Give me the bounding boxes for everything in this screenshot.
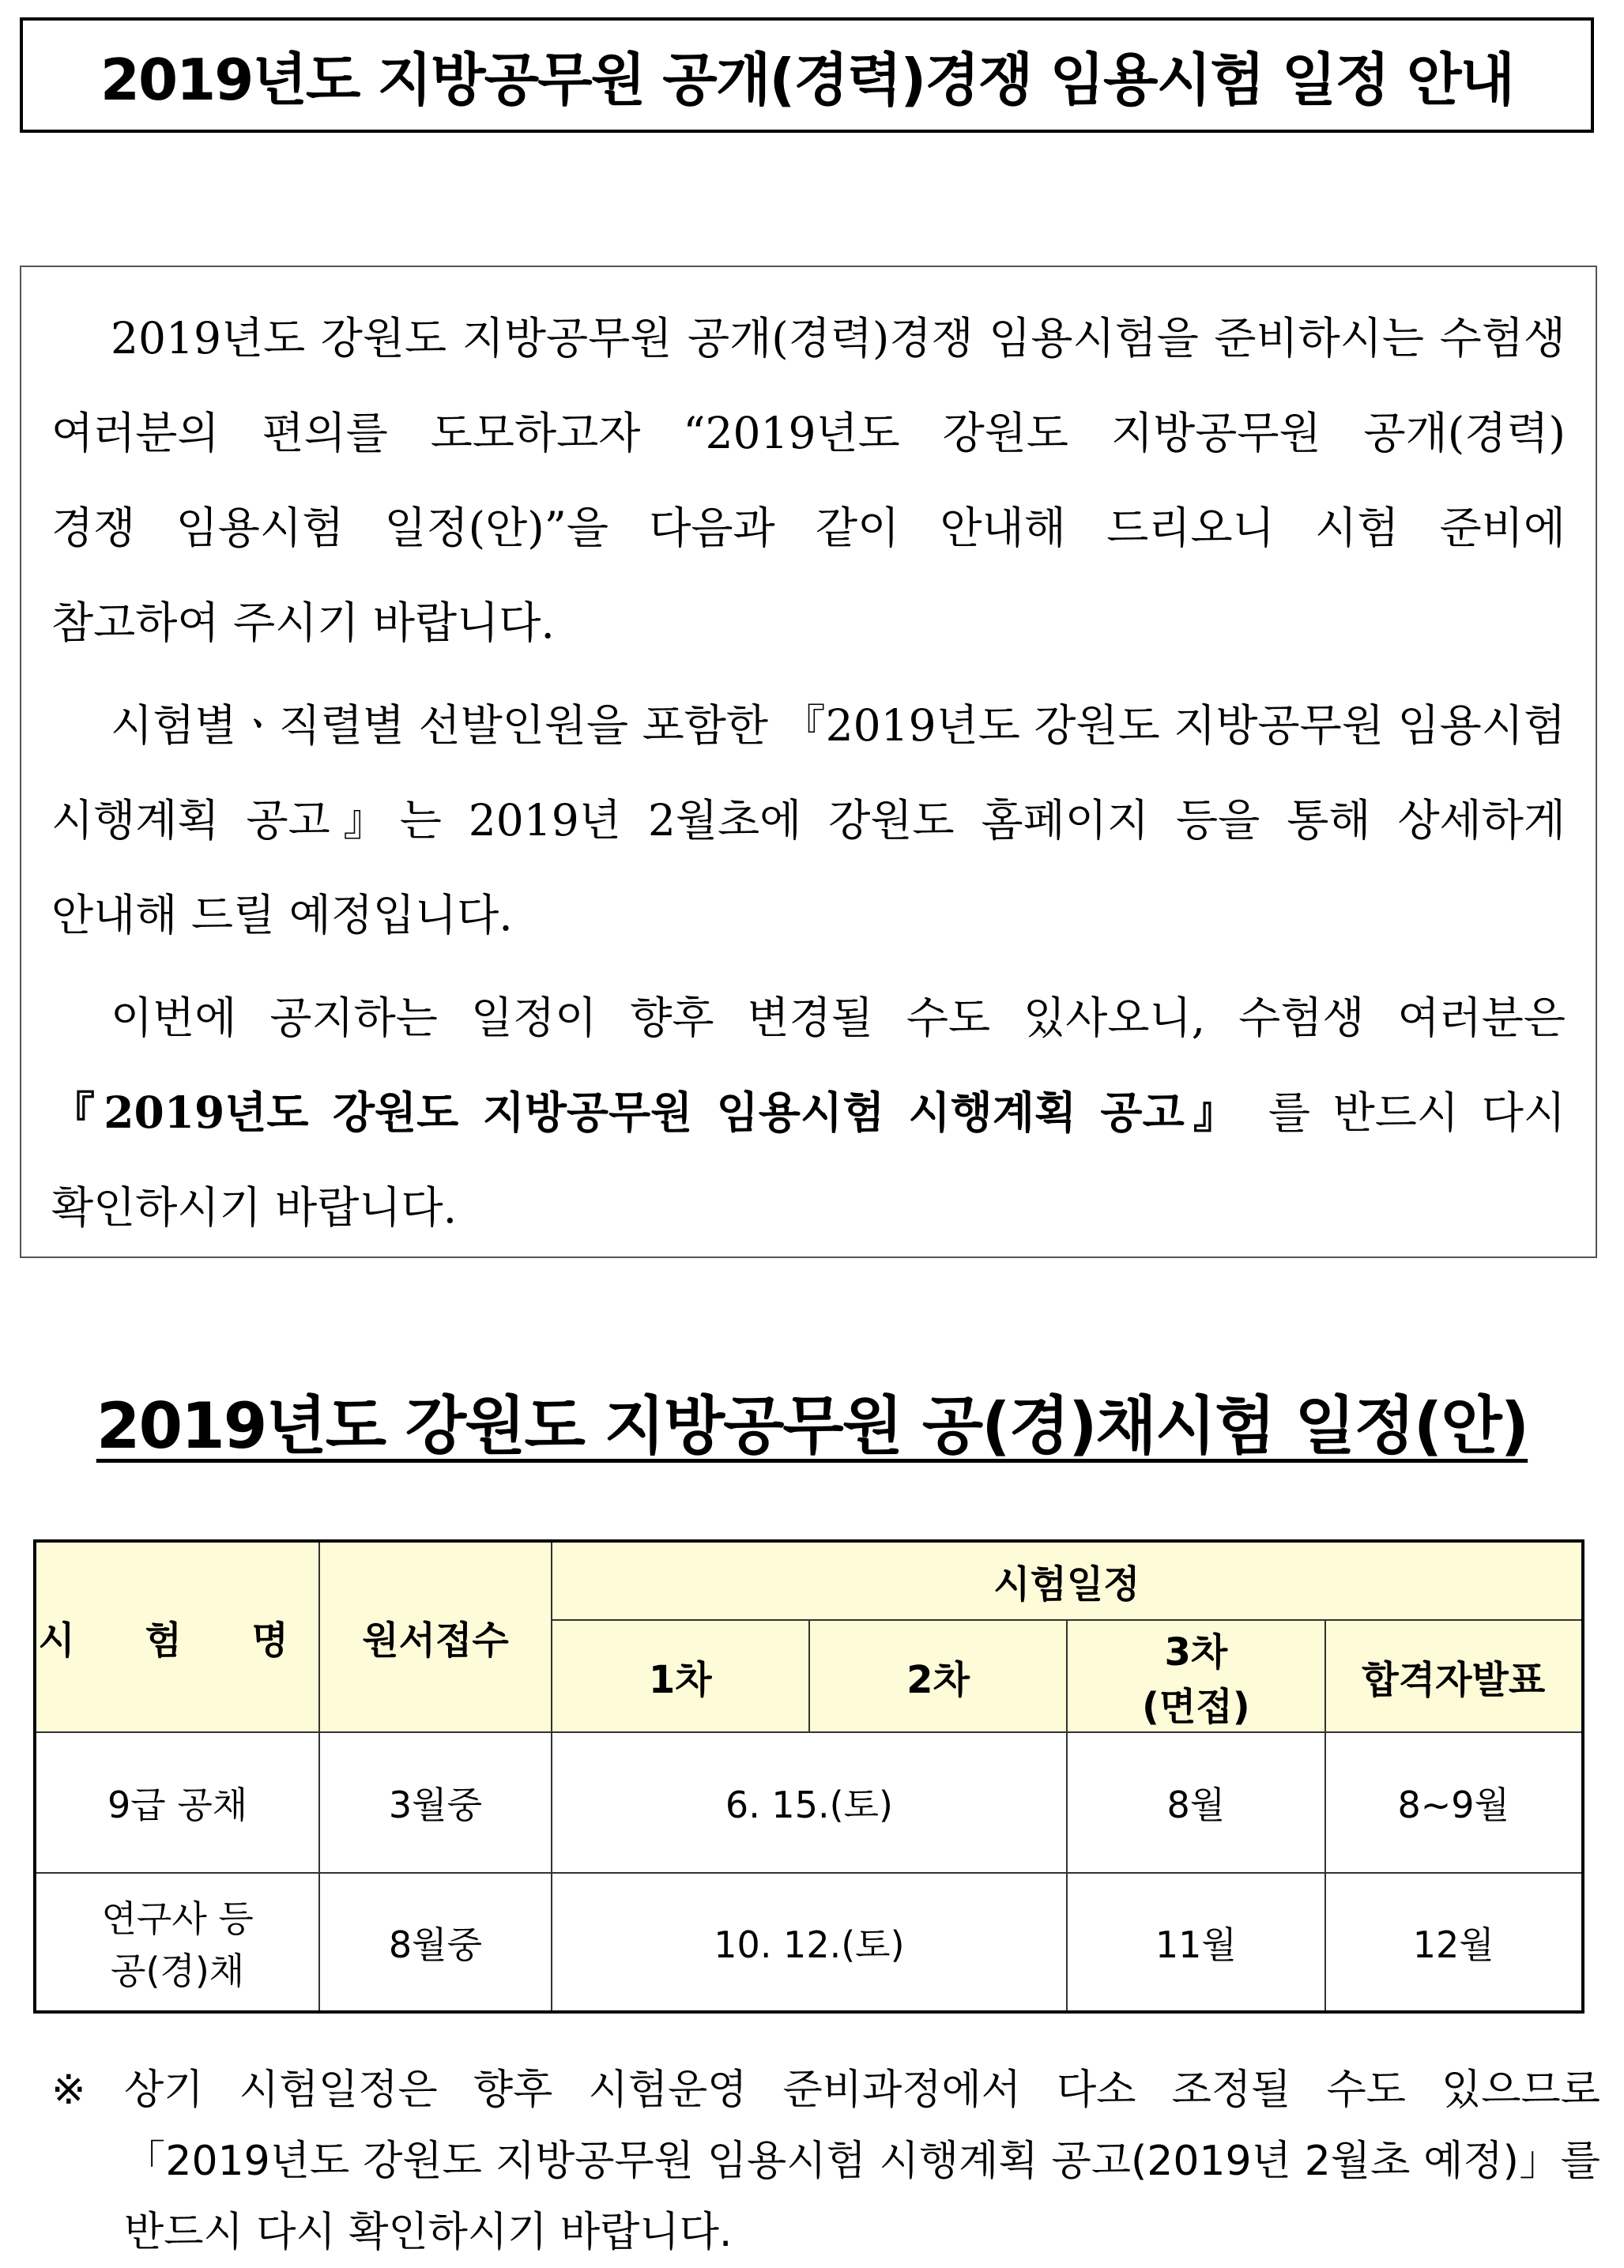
- footnote: [51, 2055, 1600, 2268]
- intro-line: 시험별ㆍ직렬별 선발인원을 포함한 『2019년도 강원도 지방공무원 임용시험: [111, 700, 1566, 751]
- cell-application: 8월중: [319, 1873, 551, 2012]
- cell-exam-name: 연구사 등 공(경)채: [35, 1873, 319, 2012]
- cell-rounds-1-2: 10. 12.(토): [552, 1873, 1068, 2012]
- cell-rounds-1-2: 6. 15.(토): [552, 1732, 1068, 1873]
- footnote-line: 반드시 다시 확인하시기 바랍니다.: [124, 2209, 733, 2256]
- header-round-2: 2차: [809, 1620, 1067, 1732]
- schedule-title: 2019년도 강원도 지방공무원 공(경)채시험 일정(안): [96, 1389, 1528, 1463]
- reference-mark-icon: ※: [51, 2066, 86, 2114]
- announcement-reference: 『2019년도 강원도 지방공무원 임용시험 시행계획 공고』: [51, 1087, 1246, 1138]
- intro-line: 여러분의 편의를 도모하고자 “2019년도 강원도 지방공무원 공개(경력): [51, 408, 1566, 458]
- intro-line: 참고하여 주시기 바랍니다.: [51, 597, 555, 648]
- intro-line: 이번에 공지하는 일정이 향후 변경될 수도 있사오니, 수험생 여러분은: [111, 993, 1566, 1043]
- intro-paragraph-3: [51, 970, 1566, 1255]
- cell-round-3: 11월: [1067, 1873, 1324, 2012]
- header-announcement: 합격자발표: [1325, 1620, 1583, 1732]
- intro-line: 2019년도 강원도 지방공무원 공개(경력)경쟁 임용시험을 준비하시는 수험생: [111, 313, 1566, 364]
- header-exam-name: 시 험 명: [35, 1541, 319, 1732]
- page-title: 2019년도 지방공무원 공개(경력)경쟁 임용시험 일정 안내: [100, 47, 1514, 113]
- page-title-box: [20, 17, 1594, 133]
- intro-line: 경쟁 임용시험 일정(안)”을 다음과 같이 안내해 드리오니 시험 준비에: [51, 503, 1566, 553]
- table-row: [35, 1732, 1583, 1873]
- footnote-line: 「2019년도 강원도 지방공무원 임용시험 시행계획 공고(2019년 2월초 예정)」를: [124, 2138, 1600, 2185]
- schedule-table: [33, 1539, 1584, 2014]
- header-exam-schedule: 시험일정: [552, 1541, 1583, 1620]
- intro-line: 확인하시기 바랍니다.: [51, 1182, 458, 1233]
- table-row: [35, 1873, 1583, 2012]
- header-round-3: 3차 (면접): [1067, 1620, 1324, 1732]
- intro-line: 안내해 드릴 예정입니다.: [51, 890, 513, 940]
- schedule-title-wrap: [0, 1375, 1624, 1466]
- intro-paragraph-1: [51, 291, 1566, 670]
- footnote-line: 상기 시험일정은 향후 시험운영 준비과정에서 다소 조정될 수도 있으므로: [124, 2066, 1600, 2114]
- cell-round-3: 8월: [1067, 1732, 1324, 1873]
- cell-exam-name: 9급 공채: [35, 1732, 319, 1873]
- intro-notice: [20, 266, 1597, 1258]
- cell-announcement: 8~9월: [1325, 1732, 1583, 1873]
- header-application: 원서접수: [319, 1541, 551, 1732]
- cell-application: 3월중: [319, 1732, 551, 1873]
- intro-line: [51, 1065, 1566, 1160]
- intro-line: 시행계획 공고』는 2019년 2월초에 강원도 홈페이지 등을 통해 상세하게: [51, 795, 1566, 846]
- cell-announcement: 12월: [1325, 1873, 1583, 2012]
- intro-text: 를 반드시 다시: [1268, 1087, 1566, 1138]
- intro-paragraph-2: [51, 678, 1566, 963]
- header-round-1: 1차: [552, 1620, 809, 1732]
